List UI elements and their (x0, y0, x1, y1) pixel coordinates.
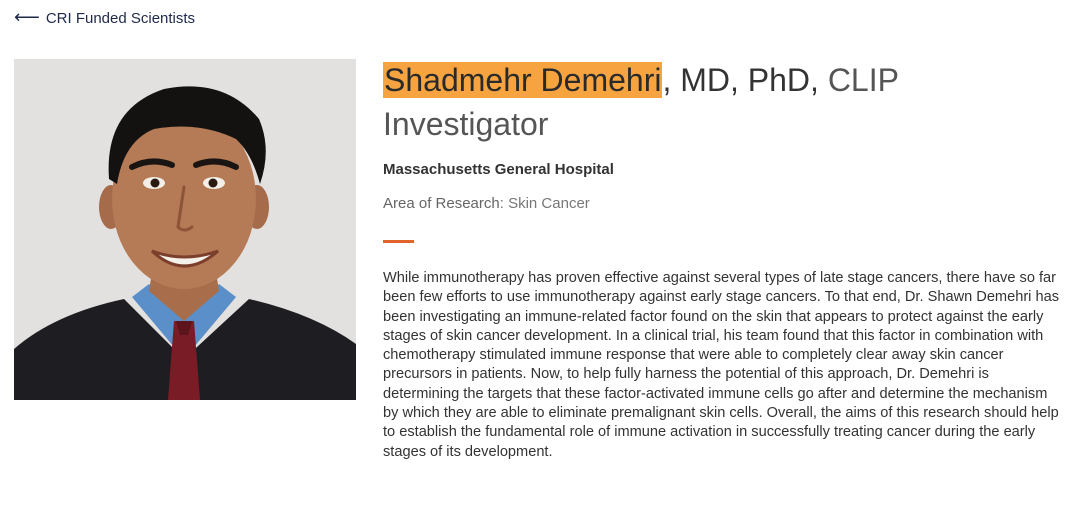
portrait-image (14, 59, 356, 400)
page-title (383, 58, 1065, 146)
area-label: Area of Research (383, 195, 500, 212)
research-description: While immunotherapy has proven effective against several types of late stage cancers, there have so far been few efforts to use immunotherapy against early stage cancers. To that end, Dr. Shawn Demehri has been investigating an immune-related factor found on the skin that appears to protect against the early stages of skin cancer development. In a clinical trial, his team found that this factor in combination with chemotherapy stimulated immune response that were able to completely clear away skin cancer precursors in patients. Now, to help fully harness the potential of this approach, Dr. Demehri is determining the targets that these factor-activated immune cells go after and determine the mechanism by which they are able to eliminate premalignant skin cells. Overall, the aims of this research should help to establish the fundamental role of immune activation in successfully treating cancer during the early stages of its development. (383, 270, 1060, 460)
area-value: Skin Cancer (508, 195, 590, 212)
accent-divider (383, 240, 414, 243)
area-of-research (383, 194, 1065, 214)
institution: Massachusetts General Hospital (383, 161, 614, 178)
arrow-left-icon: ⟵ (14, 7, 40, 28)
scientist-portrait (14, 59, 356, 400)
scientist-degrees: , MD, PhD, (662, 62, 819, 98)
profile-content (383, 58, 1065, 462)
back-to-funded-scientists-link[interactable] (14, 9, 195, 27)
scientist-name: Shadmehr Demehri (384, 62, 662, 98)
back-link-label: CRI Funded Scientists (45, 9, 196, 27)
area-separator: : (499, 195, 504, 212)
grant-type: CLIP Investigator (383, 62, 899, 142)
